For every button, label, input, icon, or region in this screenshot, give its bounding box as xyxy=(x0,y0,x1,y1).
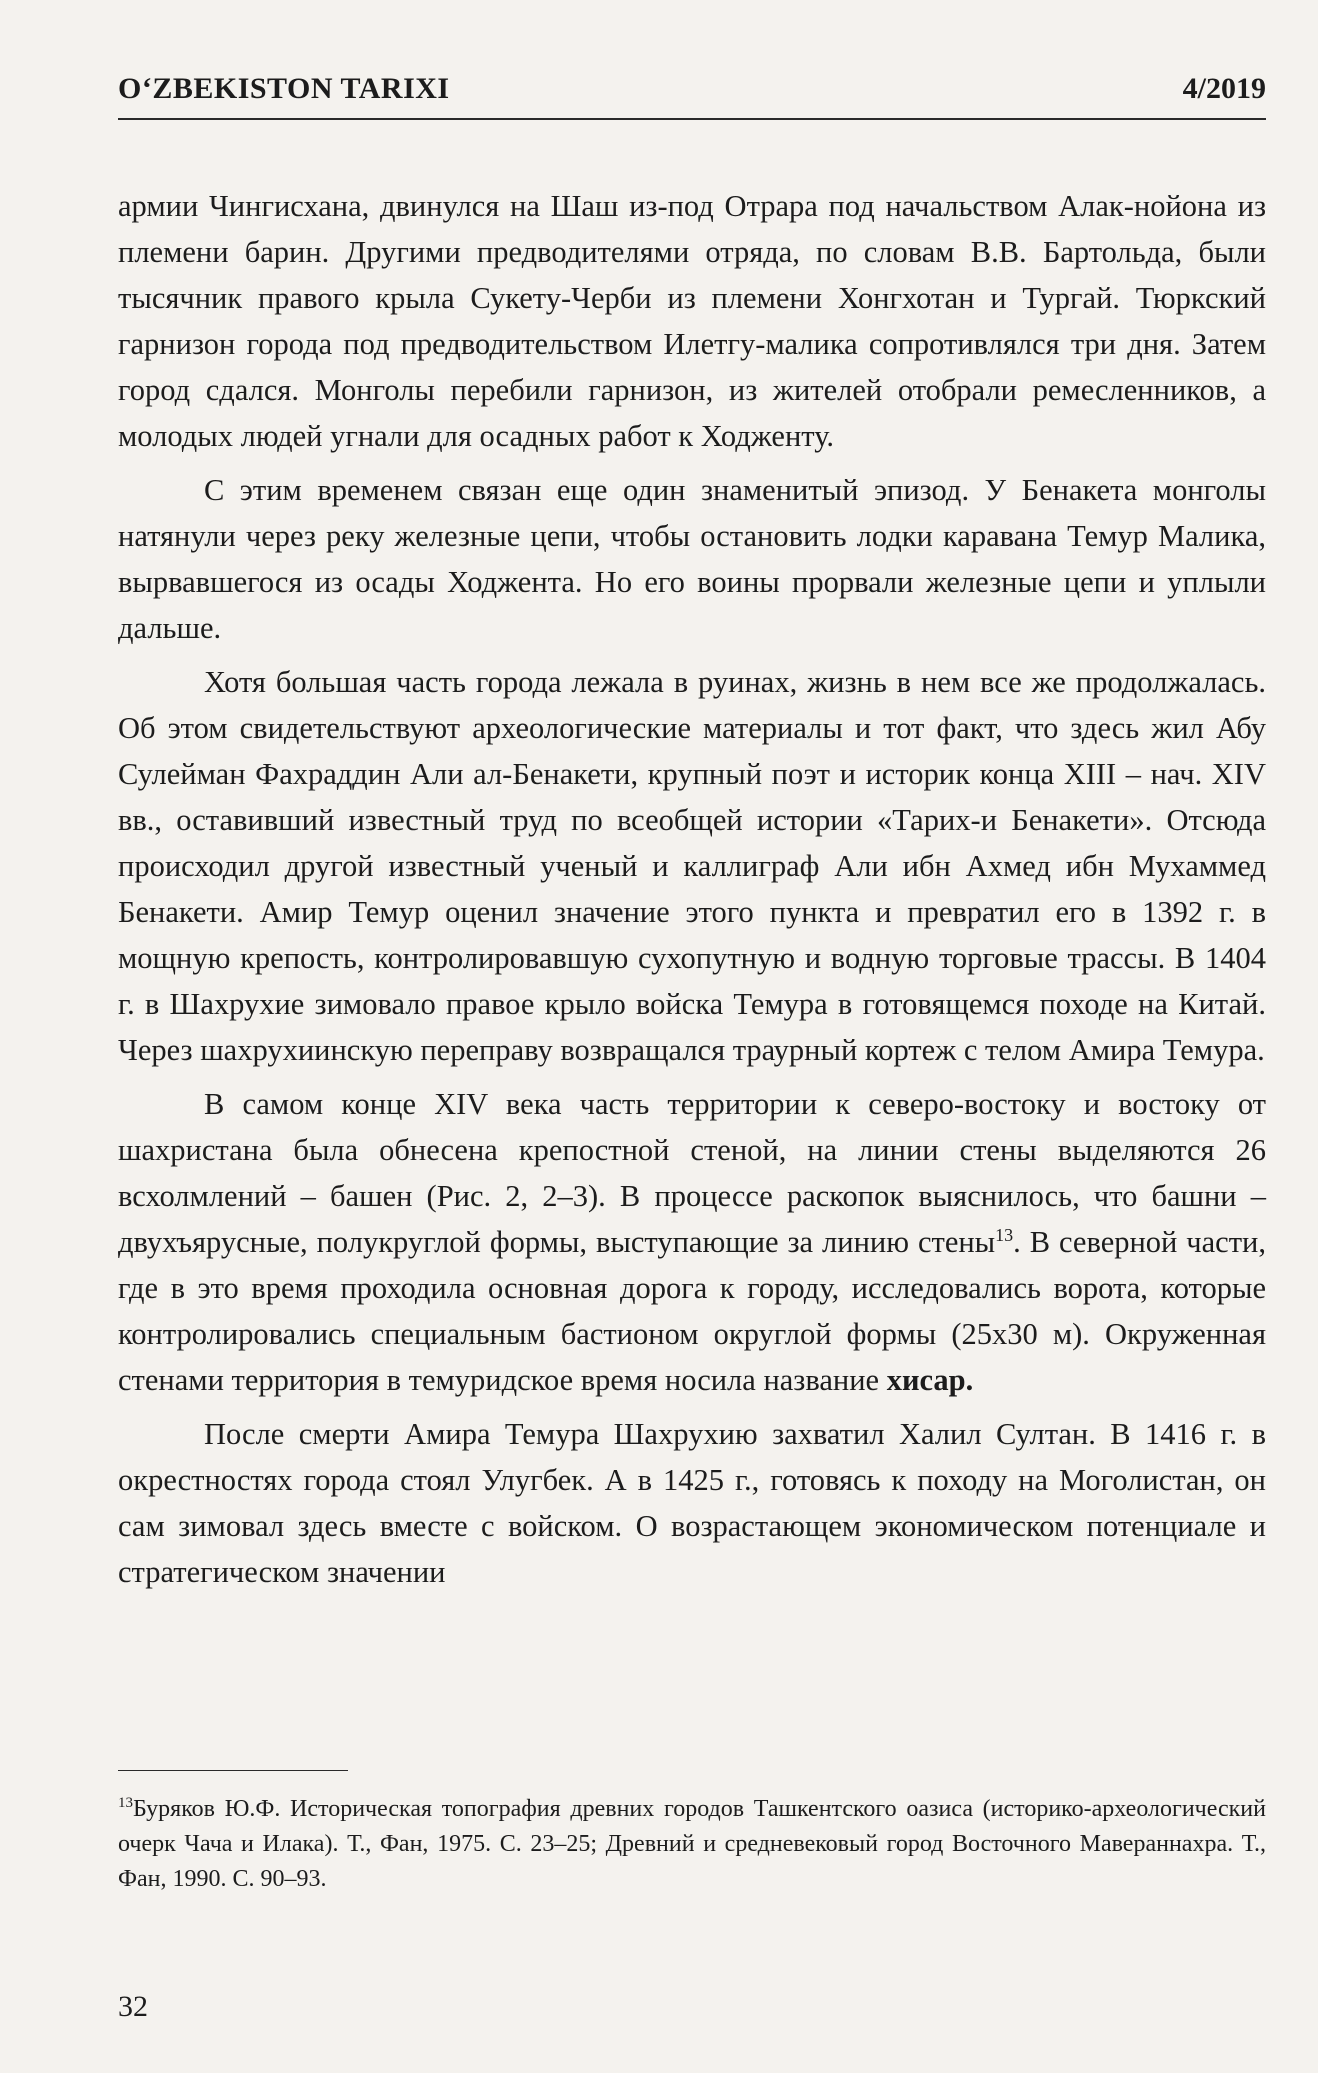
paragraph-5: После смерти Амира Темура Шахрухию захватил Халил Султан. В 1416 г. в окрестностях города стоял Улугбек. А в 1425 г., готовясь к походу на Моголистан, он сам зимовал здесь вместе с войском. О возрастающем экономическом потенциале и стратегическом значении xyxy=(118,1417,1266,1589)
footnote-ref-13: 13 xyxy=(995,1224,1014,1245)
journal-title: O‘ZBEKISTON TARIXI xyxy=(118,72,450,105)
paragraph-3: Хотя большая часть города лежала в руинах, жизнь в нем все же продолжалась. Об этом свидетельствуют археологические материалы и тот факт, что здесь жил Абу Сулейман Фахраддин Али ал-Бенакети, крупный поэт и историк конца XIII – нач. XIV вв., оставивший известный труд по всеобщей истории «Тарих-и Бенакети». Отсюда происходил другой известный ученый и каллиграф Али ибн Ахмед ибн Мухаммед Бенакети. Амир Темур оценил значение этого пункта и превратил его в 1392 г. в мощную крепость, контролировавшую сухопутную и водную торговые трассы. В 1404 г. в Шахрухие зимовало правое крыло войска Темура в готовящемся походе на Китай. Через шахрухиинскую переправу возвращался траурный кортеж с телом Амира Темура. xyxy=(118,665,1266,1067)
page-number: 32 xyxy=(118,1990,148,2023)
header-rule xyxy=(118,118,1266,120)
footnote-text: Буряков Ю.Ф. Историческая топография древних городов Ташкентского оазиса (историко-археологический очерк Чача и Илака). Т., Фан, 1975. С. 23–25; Древний и средневековый город Восточного Мавераннахра. Т., Фан, 1990. С. 90–93. xyxy=(118,1796,1266,1892)
paragraph-4 xyxy=(118,1081,1266,1403)
body-text xyxy=(118,183,1266,1595)
footnote-mark: 13 xyxy=(118,1795,133,1811)
footnote-13 xyxy=(118,1792,1266,1897)
paragraph-4-part-b: . В северной части, где в это время проходила основная дорога к городу, исследовались ворота, которые контролировались специальным бастионом округлой формы (25х30 м). Окруженная стенами территория в темуридское время носила название xyxy=(118,1225,1266,1397)
paragraph-4-part-a: В самом конце XIV века часть территории к северо-востоку и востоку от шахристана была обнесена крепостной стеной, на линии стены выделяются 26 всхолмлений – башен (Рис. 2, 2–3). В процессе раскопок выяснилось, что башни – двухъярусные, полукруглой формы, выступающие за линию стены xyxy=(118,1087,1266,1259)
paragraph-2: С этим временем связан еще один знаменитый эпизод. У Бенакета монголы натянули через реку железные цепи, чтобы остановить лодки каравана Темур Малика, вырвавшегося из осады Ходжента. Но его воины прорвали железные цепи и уплыли дальше. xyxy=(118,473,1266,645)
footnote-rule xyxy=(118,1770,348,1771)
paragraph-1: армии Чингисхана, двинулся на Шаш из-под Отрара под начальством Алак-нойона из племени барин. Другими предводителями отряда, по словам В.В. Бартольда, были тысячник правого крыла Сукету-Черби из племени Хонгхотан и Тургай. Тюркский гарнизон города под предводительством Илетгу-малика сопротивлялся три дня. Затем город сдался. Монголы перебили гарнизон, из жителей отобрали ремесленников, а молодых людей угнали для осадных работ к Ходженту. xyxy=(118,189,1266,453)
running-header xyxy=(118,72,1266,122)
issue-number: 4/2019 xyxy=(1182,72,1266,105)
term-hisar: хисар. xyxy=(886,1363,974,1397)
